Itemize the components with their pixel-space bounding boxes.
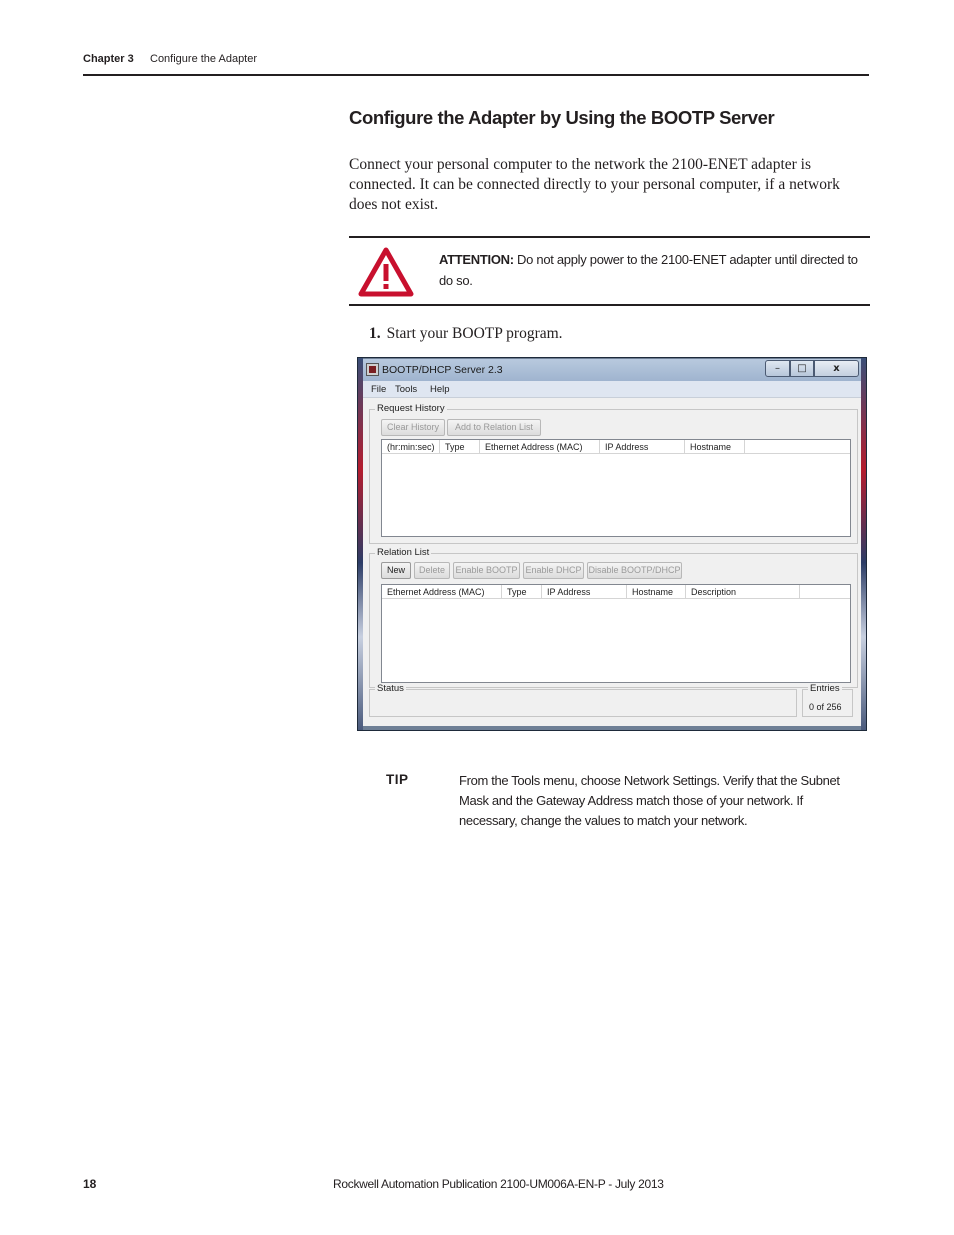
column-hostname[interactable]: Hostname bbox=[627, 585, 686, 599]
enable-bootp-button[interactable]: Enable BOOTP bbox=[453, 562, 520, 579]
new-button[interactable]: New bbox=[381, 562, 411, 579]
column-description[interactable]: Description bbox=[686, 585, 800, 599]
column-type[interactable]: Type bbox=[502, 585, 542, 599]
step-number: 1. bbox=[369, 325, 381, 342]
delete-button[interactable]: Delete bbox=[414, 562, 450, 579]
column-ip[interactable]: IP Address bbox=[542, 585, 627, 599]
menu-bar bbox=[363, 381, 861, 398]
section-title: Configure the Adapter by Using the BOOTP Server bbox=[349, 107, 775, 128]
enable-dhcp-button[interactable]: Enable DHCP bbox=[523, 562, 584, 579]
relation-list-label: Relation List bbox=[377, 547, 430, 558]
entries-count: 0 of 256 bbox=[809, 702, 842, 712]
minimize-button[interactable]: – bbox=[765, 360, 790, 377]
request-history-label: Request History bbox=[377, 403, 445, 414]
window-frame-right bbox=[861, 358, 866, 730]
window-title: BOOTP/DHCP Server 2.3 bbox=[382, 364, 503, 376]
publication-info: Rockwell Automation Publication 2100-UM006A-EN-P - July 2013 bbox=[333, 1177, 664, 1191]
disable-bootp-dhcp-button[interactable]: Disable BOOTP/DHCP bbox=[587, 562, 682, 579]
menu-help[interactable]: Help bbox=[430, 384, 450, 395]
step-1 bbox=[369, 325, 563, 343]
window-controls bbox=[765, 360, 859, 377]
request-history-header bbox=[382, 440, 850, 454]
request-history-group bbox=[369, 403, 858, 544]
warning-triangle-icon bbox=[358, 247, 414, 297]
relation-list[interactable] bbox=[381, 584, 851, 683]
window-titlebar[interactable] bbox=[363, 359, 861, 381]
relation-list-group bbox=[369, 547, 858, 688]
column-mac[interactable]: Ethernet Address (MAC) bbox=[382, 585, 502, 599]
column-time[interactable]: (hr:min:sec) bbox=[382, 440, 440, 454]
status-label: Status bbox=[377, 683, 404, 694]
tip-text: From the Tools menu, choose Network Settings. Verify that the Subnet Mask and the Gateway Address match those of your network. If necessary, change the values to match your network. bbox=[459, 773, 840, 828]
relation-list-header bbox=[382, 585, 850, 599]
tip-label: TIP bbox=[386, 772, 409, 787]
maximize-button[interactable]: □ bbox=[790, 360, 814, 377]
step-text: Start your BOOTP program. bbox=[386, 325, 563, 342]
add-to-relation-list-button[interactable]: Add to Relation List bbox=[447, 419, 541, 436]
page-number: 18 bbox=[83, 1177, 97, 1191]
chapter-title: Configure the Adapter bbox=[150, 53, 258, 65]
bootp-window bbox=[357, 357, 867, 731]
window-client bbox=[363, 381, 861, 726]
column-hostname[interactable]: Hostname bbox=[685, 440, 745, 454]
header-divider bbox=[83, 74, 869, 76]
clear-history-button[interactable]: Clear History bbox=[381, 419, 445, 436]
status-group bbox=[369, 683, 797, 717]
attention-divider-top bbox=[349, 236, 870, 238]
menu-tools[interactable]: Tools bbox=[395, 384, 418, 395]
column-type[interactable]: Type bbox=[440, 440, 480, 454]
attention-divider-bottom bbox=[349, 304, 870, 306]
intro-paragraph: Connect your personal computer to the network the 2100-ENET adapter is connected. It can be connected directly to your personal computer, if a network does not exist. bbox=[349, 156, 840, 213]
close-button[interactable]: x bbox=[814, 360, 859, 377]
column-ip[interactable]: IP Address bbox=[600, 440, 685, 454]
attention-label: ATTENTION: bbox=[439, 252, 514, 267]
attention-body: Do not apply power to the 2100-ENET adapter until directed to do so. bbox=[439, 252, 858, 288]
request-history-list[interactable] bbox=[381, 439, 851, 537]
entries-group bbox=[802, 683, 853, 717]
menu-file[interactable]: File bbox=[371, 384, 387, 395]
column-mac[interactable]: Ethernet Address (MAC) bbox=[480, 440, 600, 454]
chapter-label: Chapter 3 bbox=[83, 53, 134, 65]
app-icon bbox=[366, 363, 379, 376]
entries-label: Entries bbox=[810, 683, 840, 694]
attention-message bbox=[439, 249, 859, 291]
